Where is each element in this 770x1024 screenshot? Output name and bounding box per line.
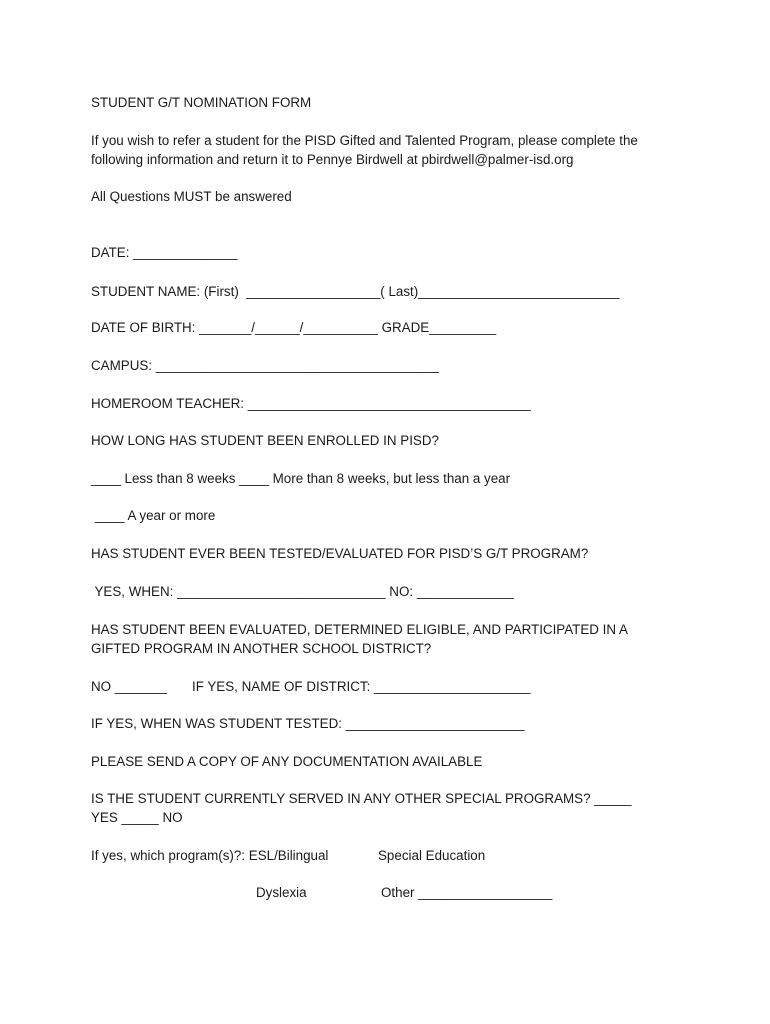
intro-text-line-2: following information and return it to Pennye Birdwell at pbirdwell@palmer-isd.org — [91, 152, 574, 167]
campus-field[interactable]: CAMPUS: ______________________________________ — [91, 358, 439, 373]
homeroom-teacher-field[interactable]: HOMEROOM TEACHER: ______________________________________ — [91, 396, 531, 411]
student-name-field[interactable]: STUDENT NAME: (First) __________________( Last)___________________________ — [91, 284, 620, 299]
question-tested: HAS STUDENT EVER BEEN TESTED/EVALUATED FOR PISD’S G/T PROGRAM? — [91, 546, 589, 561]
send-documentation-note: PLEASE SEND A COPY OF ANY DOCUMENTATION AVAILABLE — [91, 754, 483, 769]
tested-answer-field[interactable]: YES, WHEN: ____________________________ NO: _____________ — [91, 584, 514, 599]
enrolled-options-row-2[interactable]: ____ A year or more — [91, 508, 216, 523]
program-dyslexia: Dyslexia — [256, 885, 307, 900]
instruction-text: All Questions MUST be answered — [91, 189, 292, 204]
question-special-programs-line-1[interactable]: IS THE STUDENT CURRENTLY SERVED IN ANY OTHER SPECIAL PROGRAMS? _____ — [91, 791, 632, 806]
question-other-district-line-1: HAS STUDENT BEEN EVALUATED, DETERMINED ELIGIBLE, AND PARTICIPATED IN A — [91, 622, 628, 637]
dob-grade-field[interactable]: DATE OF BIRTH: _______/______/__________ GRADE_________ — [91, 320, 497, 335]
date-field[interactable]: DATE: ______________ — [91, 245, 238, 260]
intro-text-line-1: If you wish to refer a student for the PISD Gifted and Talented Program, please complete the — [91, 133, 638, 148]
question-special-programs-line-2[interactable]: YES _____ NO — [91, 810, 183, 825]
other-district-no-field[interactable]: NO _______ — [91, 679, 167, 694]
program-special-education: Special Education — [378, 848, 486, 863]
when-tested-field[interactable]: IF YES, WHEN WAS STUDENT TESTED: ________________________ — [91, 716, 525, 731]
enrolled-options-row-1[interactable]: ____ Less than 8 weeks ____ More than 8 weeks, but less than a year — [91, 471, 511, 486]
other-district-name-field[interactable]: IF YES, NAME OF DISTRICT: _____________________ — [192, 679, 531, 694]
program-other-field[interactable]: Other __________________ — [381, 885, 553, 900]
programs-label-esl: If yes, which program(s)?: ESL/Bilingual — [91, 848, 329, 863]
form-title: STUDENT G/T NOMINATION FORM — [91, 95, 312, 110]
question-enrolled: HOW LONG HAS STUDENT BEEN ENROLLED IN PISD? — [91, 433, 439, 448]
question-other-district-line-2: GIFTED PROGRAM IN ANOTHER SCHOOL DISTRICT? — [91, 641, 432, 656]
